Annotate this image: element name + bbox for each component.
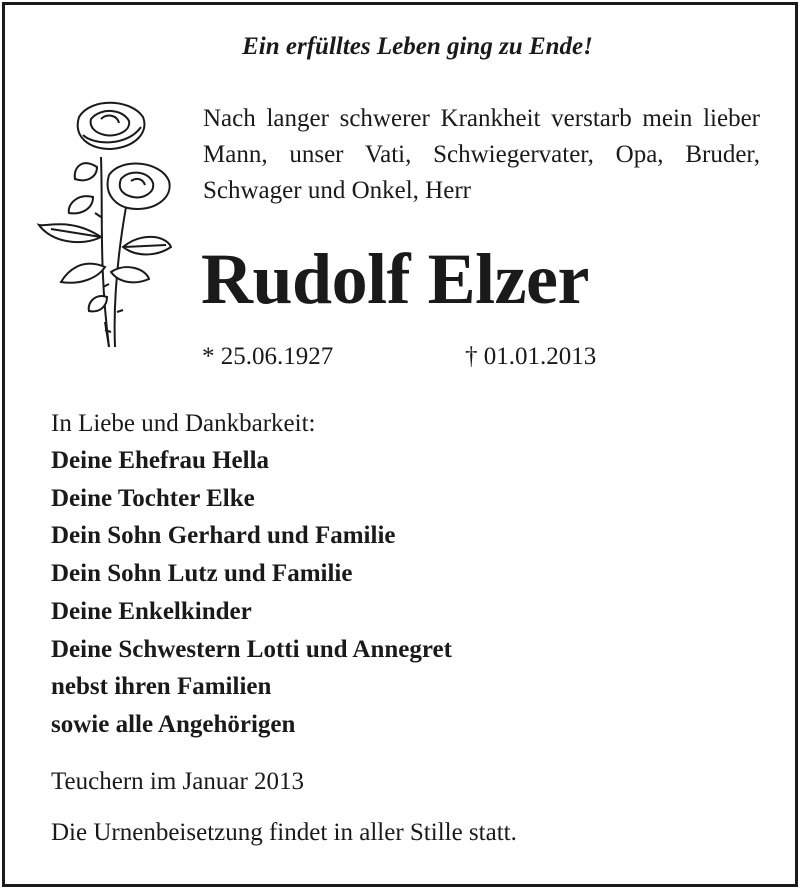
list-item: Deine Schwestern Lotti und Annegret [51,635,452,663]
death-date: † 01.01.2013 [465,343,597,370]
list-item: Deine Ehefrau Hella [51,447,270,474]
list-item: Dein Sohn Lutz und Familie [51,560,353,588]
birth-date: * 25.06.1927 [202,343,334,370]
rose-illustration [31,97,181,357]
intro-text: Nach langer schwerer Krankheit verstarb mein lieber Mann, unser Vati, Schwiegervater, Opa, Bruder, Schwager und Onkel, Herr [203,105,760,204]
headline: Ein erfülltes Leben ging zu Ende! [242,33,593,60]
list-item: sowie alle Angehörigen [51,710,296,738]
list-item: Dein Sohn Gerhard und Familie [51,522,396,550]
list-item: Deine Tochter Elke [51,484,255,512]
burial-note: Die Urnenbeisetzung findet in aller Stille statt. [51,819,517,846]
dedication: In Liebe und Dankbarkeit: [51,410,316,437]
obituary-frame [2,2,798,887]
place-date: Teuchern im Januar 2013 [51,768,305,795]
list-item: Deine Enkelkinder [51,597,252,625]
mourners-list [51,442,452,744]
list-item: nebst ihren Familien [51,673,272,701]
deceased-name: Rudolf Elzer [201,239,589,319]
